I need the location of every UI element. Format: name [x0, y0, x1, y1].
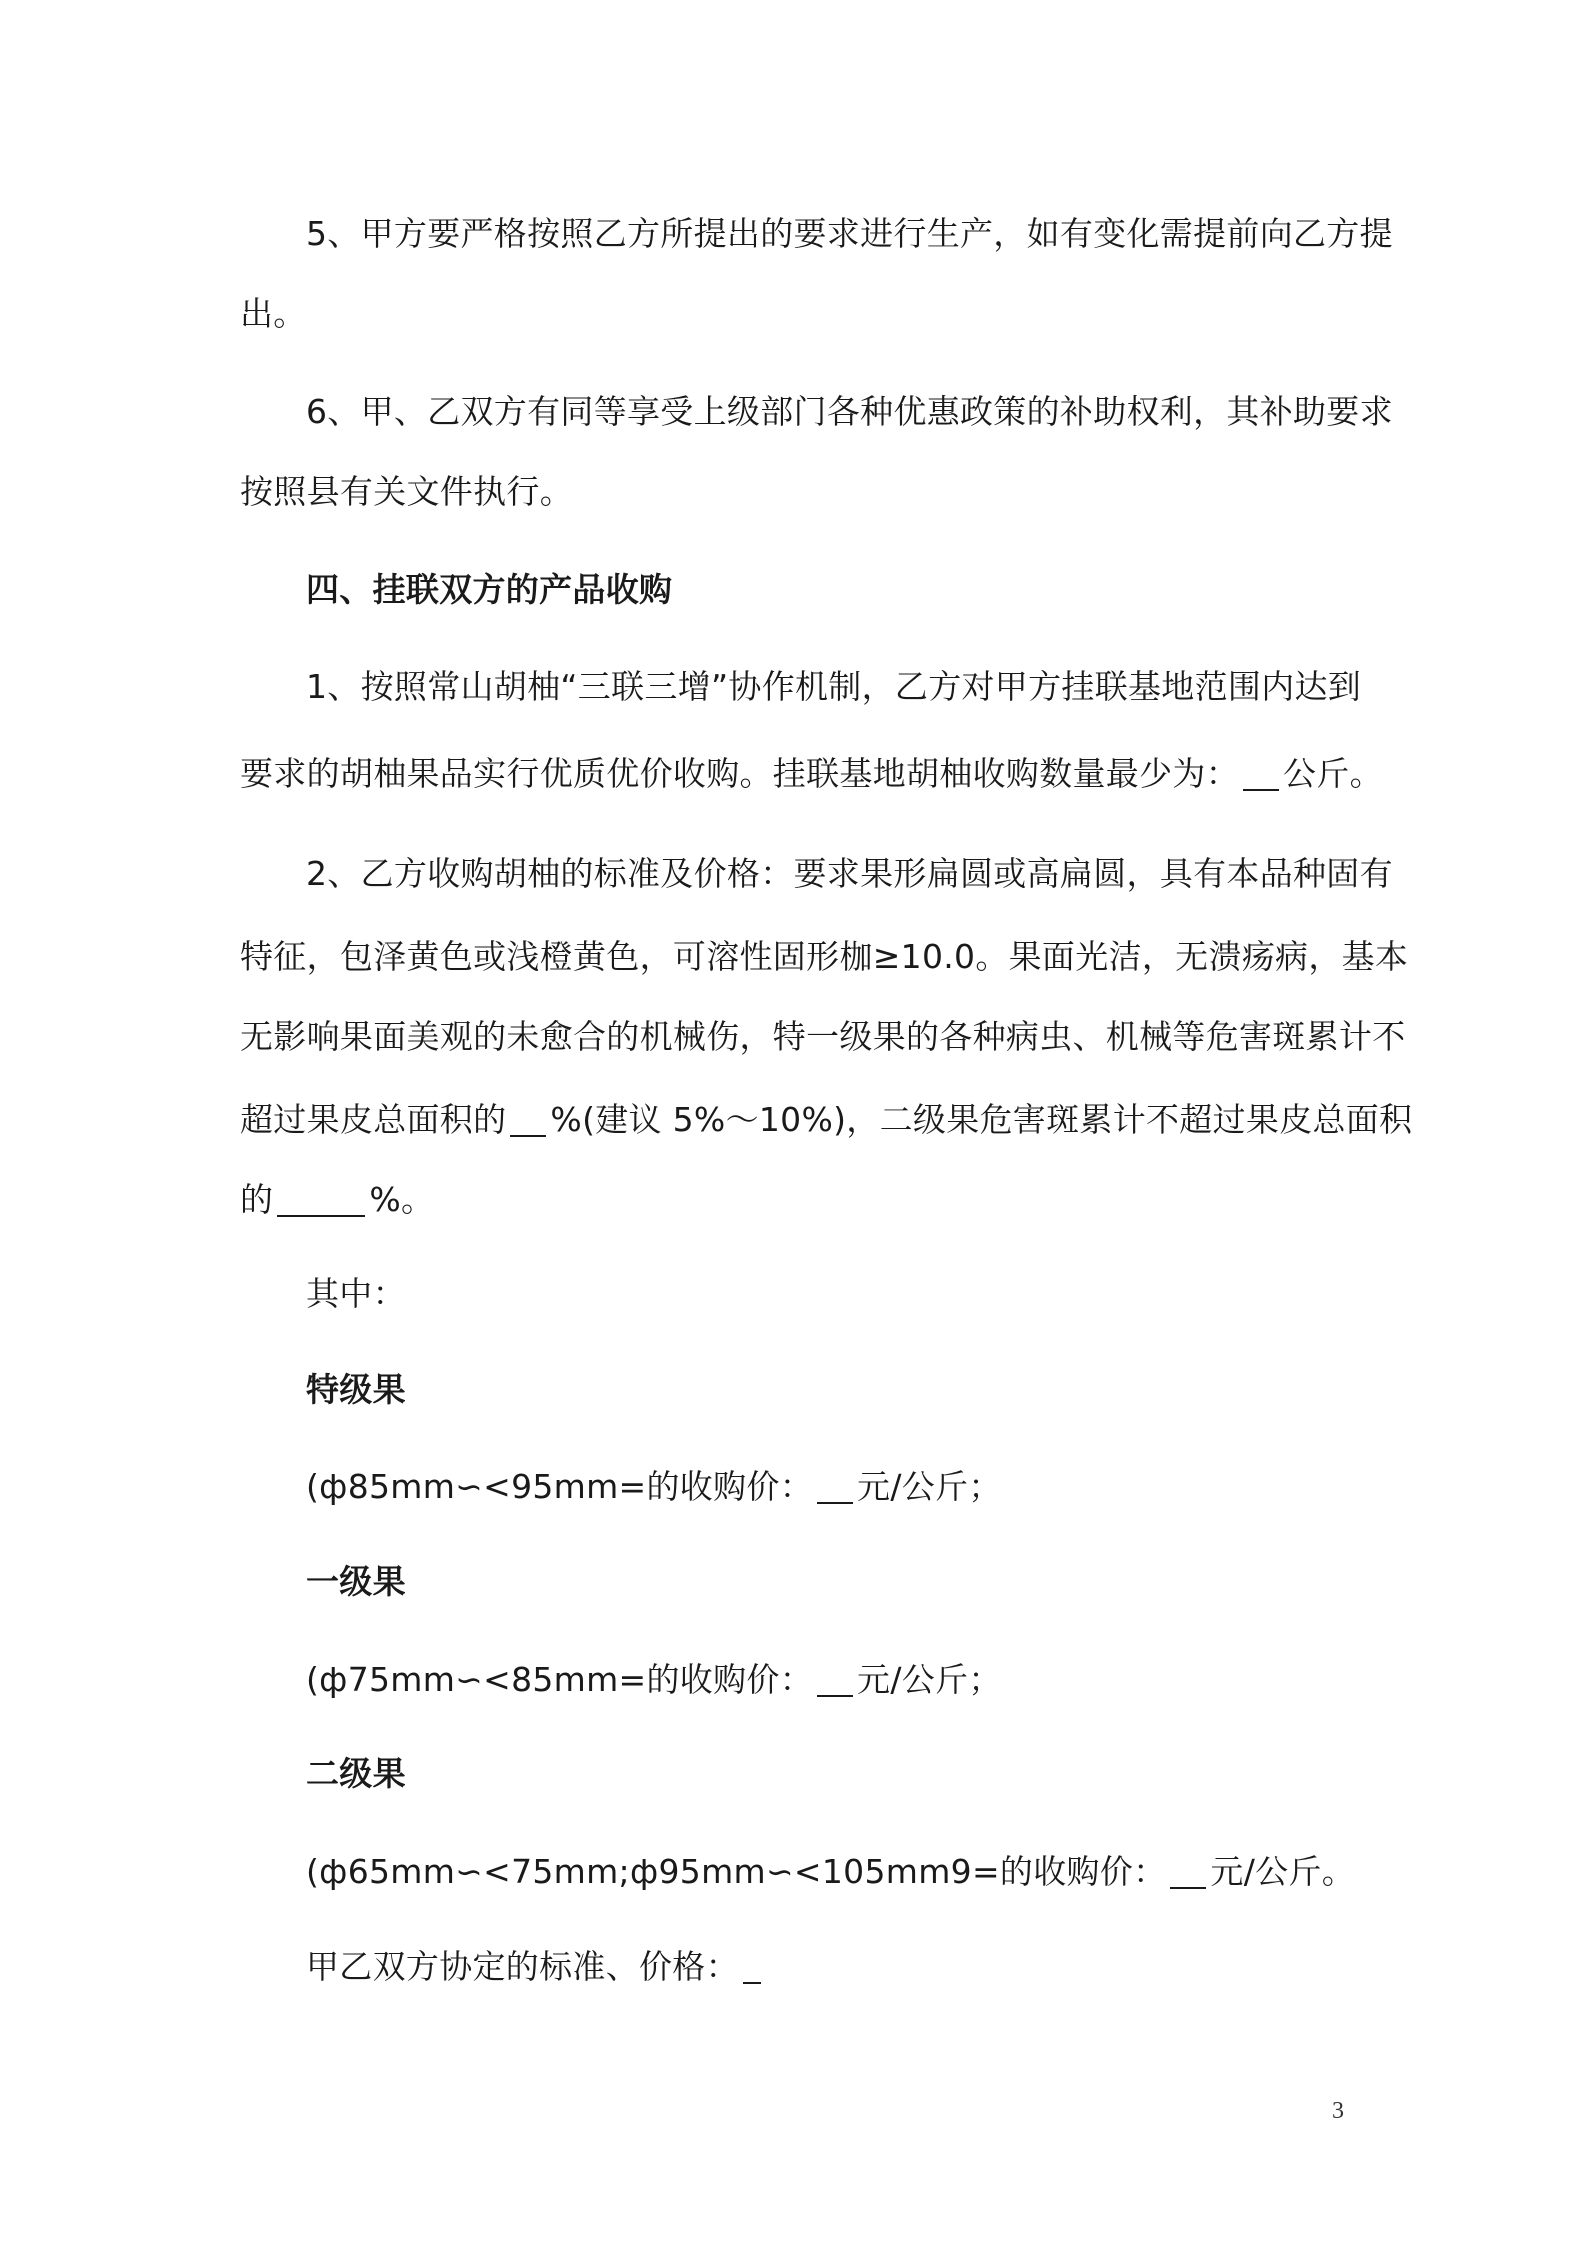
- grade-one-unit: 元/公斤；: [857, 1660, 1002, 1699]
- agreed-standard-line: [306, 1945, 1426, 1989]
- grade-two-price: [306, 1850, 1426, 1894]
- grade-two-price-blank[interactable]: [1170, 1851, 1206, 1889]
- item-1-line-2-unit: 公斤。: [1283, 754, 1383, 793]
- quantity-blank[interactable]: [1243, 753, 1279, 791]
- item-2-line-5-text-b: %。: [369, 1180, 435, 1219]
- item-2-line-4-text-b: %(建议 5%～10%)，二级果危害斑累计不超过果皮总面积: [550, 1100, 1413, 1139]
- grade-one-heading: 一级果: [306, 1562, 406, 1601]
- item-1-line-2: [240, 752, 1383, 796]
- item-1-line-2-text: 要求的胡柚果品实行优质优价收购。挂联基地胡柚收购数量最少为：: [240, 754, 1239, 793]
- paragraph-6-line-1: 6、甲、乙双方有同等享受上级部门各种优惠政策的补助权利，其补助要求: [306, 392, 1393, 431]
- grade-one-price-blank[interactable]: [817, 1659, 853, 1697]
- grade-two-spec: (ф65mm∽<75mm;ф95mm∽<105mm9=的收购价：: [306, 1852, 1167, 1891]
- grade-special-spec: (ф85mm∽<95mm=的收购价：: [306, 1467, 814, 1506]
- item-2-line-4: [240, 1098, 1413, 1142]
- section-heading-4: 四、挂联双方的产品收购: [306, 570, 673, 609]
- special-price-blank[interactable]: [817, 1466, 853, 1504]
- special-grade-percent-blank[interactable]: [510, 1099, 546, 1137]
- agreed-standard-label: 甲乙双方协定的标准、价格：: [306, 1947, 739, 1986]
- second-grade-percent-blank[interactable]: [277, 1179, 365, 1217]
- item-2-line-5-text-a: 的: [240, 1180, 274, 1219]
- item-2-line-3: 无影响果面美观的未愈合的机械伤，特一级果的各种病虫、机械等危害斑累计不: [240, 1017, 1406, 1056]
- item-2-line-1: 2、乙方收购胡柚的标准及价格：要求果形扁圆或高扁圆，具有本品种固有: [306, 854, 1393, 893]
- grade-one-spec: (ф75mm∽<85mm=的收购价：: [306, 1660, 814, 1699]
- item-2-line-4-text-a: 超过果皮总面积的: [240, 1100, 507, 1139]
- item-2-line-5: [240, 1178, 1360, 1222]
- paragraph-5-line-2: 出。: [240, 294, 307, 333]
- grade-two-unit: 元/公斤。: [1210, 1852, 1356, 1891]
- paragraph-6-line-2: 按照县有关文件执行。: [240, 472, 573, 511]
- grade-two-heading: 二级果: [306, 1754, 406, 1793]
- among-them-label: 其中：: [306, 1274, 406, 1313]
- grade-special-unit: 元/公斤；: [857, 1467, 1002, 1506]
- item-1-line-1: 1、按照常山胡柚“三联三增”协作机制，乙方对甲方挂联基地范围内达到: [306, 667, 1362, 706]
- paragraph-5-line-1: 5、甲方要严格按照乙方所提出的要求进行生产，如有变化需提前向乙方提: [306, 214, 1393, 253]
- grade-one-price: [306, 1658, 1426, 1702]
- grade-special-price: [306, 1465, 1426, 1509]
- grade-special-heading: 特级果: [306, 1370, 406, 1409]
- item-2-line-2: 特征，包泽黄色或浅橙黄色，可溶性固形枷≥10.0。果面光洁，无溃疡病，基本: [240, 937, 1409, 976]
- agreed-standard-blank[interactable]: [743, 1946, 761, 1984]
- page-number: 3: [1332, 2098, 1344, 2124]
